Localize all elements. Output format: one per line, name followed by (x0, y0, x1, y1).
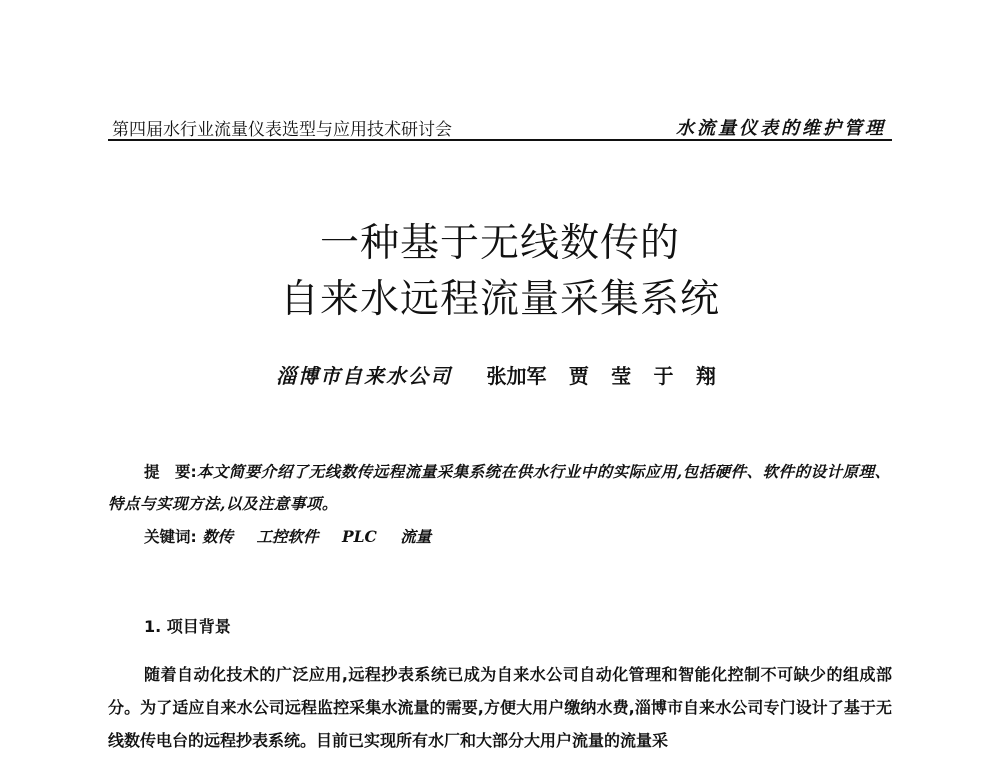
author-name: 莹 (611, 364, 632, 388)
section-heading: 1. 项目背景 (144, 617, 231, 636)
author-affiliation: 淄博市自来水公司 (276, 364, 453, 388)
keyword-item: 数传 (202, 527, 234, 546)
conference-name: 第四届水行业流量仪表选型与应用技术研讨会 (112, 120, 452, 140)
author-name: 翔 (695, 364, 716, 388)
author-name: 于 (653, 364, 674, 388)
author-name: 贾 (568, 364, 589, 388)
keyword-item: 流量 (400, 527, 432, 546)
running-header (108, 113, 892, 141)
keywords (144, 525, 449, 547)
keywords-label: 关键词: (144, 528, 197, 546)
section-category: 水流量仪表的维护管理 (676, 118, 886, 139)
abstract (108, 456, 892, 520)
abstract-label: 提 要: (144, 463, 197, 481)
abstract-text: 本文简要介绍了无线数传远程流量采集系统在供水行业中的实际应用,包括硬件、软件的设计原理、特点与实现方法,以及注意事项。 (108, 462, 891, 513)
keyword-item: 工控软件 (256, 527, 319, 546)
keyword-item: PLC (341, 527, 377, 546)
author-name: 张加军 (486, 364, 547, 388)
paper-title-line-2: 自来水远程流量采集系统 (279, 277, 720, 322)
author-line (0, 360, 1000, 389)
paper-title-line-1: 一种基于无线数传的 (319, 221, 680, 266)
body-paragraph: 随着自动化技术的广泛应用,远程抄表系统已成为自来水公司自动化管理和智能化控制不可缺少的组成部分。为了适应自来水公司远程监控采集水流量的需要,方便大用户缴纳水费,淄博市自来水公司专门设计了基于无线数传电台的远程抄表系统。目前已实现所有水厂和大部分大用户流量的流量采 (108, 665, 892, 750)
